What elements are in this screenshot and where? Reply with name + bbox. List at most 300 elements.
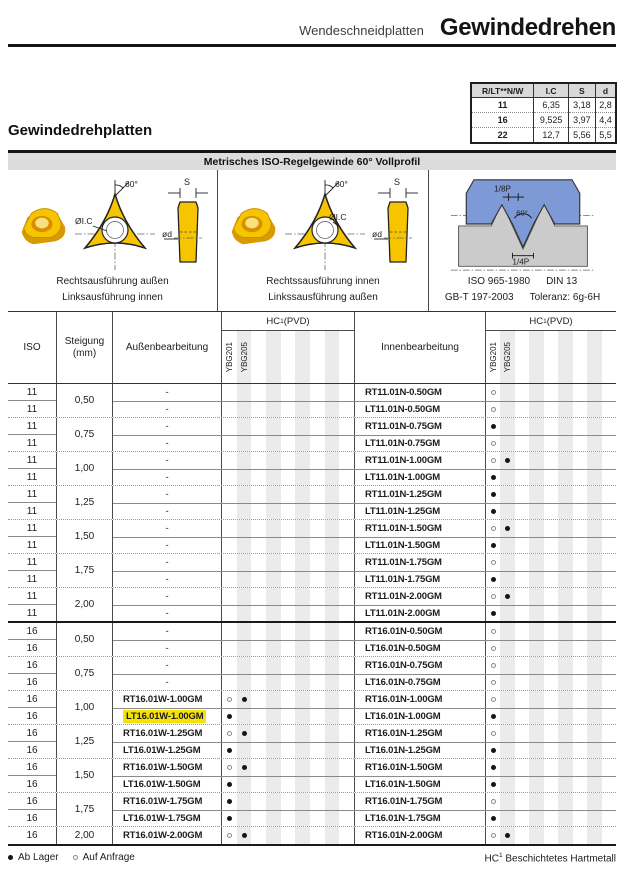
grade-slot	[310, 470, 325, 486]
grade-slot	[310, 759, 325, 776]
grade-slot	[339, 657, 354, 674]
table-row	[113, 520, 616, 537]
standard-iso: ISO 965-1980	[467, 276, 531, 287]
grade-slot	[281, 538, 296, 554]
grade-slot	[222, 743, 237, 759]
grade-slot	[266, 520, 281, 537]
grade-slot	[544, 657, 558, 674]
svg-text:60°: 60°	[124, 178, 138, 189]
table-row	[113, 571, 616, 588]
outer-part-cell	[113, 777, 222, 793]
grade-slot	[529, 504, 543, 520]
inner-part-number: LT16.01N-0.50GM	[365, 642, 441, 654]
table-row	[113, 793, 616, 810]
grade-slot	[573, 486, 587, 503]
grade-slot	[266, 436, 281, 452]
grade-slot	[500, 572, 514, 588]
availability-dots	[222, 641, 355, 657]
col-header-iso: ISO	[8, 312, 57, 383]
group-rows	[113, 827, 616, 844]
outer-part-cell	[113, 384, 222, 401]
col-header: d	[595, 83, 616, 98]
grade-slot	[295, 777, 310, 793]
grade-slot	[558, 520, 572, 537]
grade-slot	[222, 657, 237, 674]
grade-slot	[251, 606, 266, 622]
grade-slot	[281, 606, 296, 622]
inner-part-cell	[355, 759, 486, 776]
grade-slot	[544, 827, 558, 844]
grade-slot	[515, 793, 529, 810]
inner-part-number: LT16.01N-1.75GM	[365, 812, 441, 824]
grade-slot	[529, 777, 543, 793]
grade-slot	[222, 504, 237, 520]
table-row	[113, 691, 616, 708]
grade-slot	[339, 675, 354, 691]
availability-dots	[486, 538, 616, 554]
grade-slot	[573, 827, 587, 844]
outer-part-cell	[113, 641, 222, 657]
svg-text:S: S	[394, 176, 401, 187]
outer-part-cell	[113, 470, 222, 486]
in-stock-dot	[491, 748, 496, 753]
grade-slot	[486, 675, 500, 691]
grade-slot	[266, 504, 281, 520]
table-row	[113, 708, 616, 725]
size-value: 16	[471, 113, 534, 128]
grade-slot	[486, 657, 500, 674]
in-stock-dot	[505, 594, 510, 599]
steigung-group	[8, 691, 616, 725]
grade-slot	[500, 675, 514, 691]
iso-value: 16	[8, 639, 56, 656]
iso-value: 16	[26, 761, 38, 773]
grade-slot	[515, 743, 529, 759]
grade-slot	[558, 504, 572, 520]
steigung-value: 1,75	[57, 554, 113, 587]
grade-slot	[222, 538, 237, 554]
grade-slot	[573, 691, 587, 708]
grade-slot	[251, 538, 266, 554]
iso-value: 16	[26, 659, 38, 671]
grade-slot	[558, 623, 572, 640]
iso-value: 11	[8, 400, 56, 417]
availability-dots	[222, 384, 355, 401]
inner-part-cell	[355, 691, 486, 708]
in-stock-dot	[227, 816, 232, 821]
steigung-group	[8, 452, 616, 486]
grade-slot	[310, 520, 325, 537]
table-row	[113, 435, 616, 452]
grade-slot	[339, 504, 354, 520]
in-stock-dot	[242, 731, 247, 736]
d-value: 5,5	[595, 128, 616, 144]
grade-slot	[251, 793, 266, 810]
grade-slot	[237, 811, 252, 827]
table-row	[113, 657, 616, 674]
grade-slot	[251, 588, 266, 605]
grade-slot	[310, 606, 325, 622]
s-value: 5,56	[568, 128, 595, 144]
availability-dots	[222, 418, 355, 435]
inner-part-number: RT11.01N-1.75GM	[365, 556, 442, 568]
grade-slot	[515, 811, 529, 827]
grade-slot	[237, 606, 252, 622]
grade-slot	[515, 709, 529, 725]
outer-part-cell	[113, 827, 222, 844]
availability-dots	[486, 504, 616, 520]
inner-part-number: RT16.01N-0.75GM	[365, 659, 443, 671]
grade-slot	[325, 641, 340, 657]
availability-dots	[486, 402, 616, 418]
grade-slot	[515, 436, 529, 452]
insert-front-view-drawing	[283, 176, 367, 272]
grade-slot	[515, 675, 529, 691]
grade-slot	[486, 384, 500, 401]
grade-slot	[251, 657, 266, 674]
grade-slot	[529, 743, 543, 759]
grade-slot	[281, 504, 296, 520]
grade-slot	[544, 554, 558, 571]
grade-slot	[544, 691, 558, 708]
svg-text:60°: 60°	[335, 178, 348, 189]
grade-slot	[544, 436, 558, 452]
grade-slot	[529, 725, 543, 742]
on-request-dot	[491, 697, 496, 702]
svg-text:S: S	[183, 176, 190, 187]
outer-part-cell	[113, 418, 222, 435]
grade-slot	[266, 709, 281, 725]
grade-slot	[237, 538, 252, 554]
steigung-group	[8, 588, 616, 623]
grade-slot	[325, 743, 340, 759]
grade-slot	[266, 452, 281, 469]
iso-column	[8, 623, 57, 656]
outer-part-number: -	[165, 386, 169, 398]
grade-slot	[602, 657, 616, 674]
grade-slot	[544, 793, 558, 810]
table-row	[113, 623, 616, 640]
insert-side-view-drawing	[372, 176, 422, 272]
grade-slot	[500, 452, 514, 469]
grade-slot	[310, 777, 325, 793]
grade-slot	[515, 657, 529, 674]
grade-slot	[281, 418, 296, 435]
steigung-group	[8, 725, 616, 759]
grade-slot	[558, 331, 572, 383]
iso-value: 16	[26, 625, 38, 637]
group-rows	[113, 486, 616, 519]
grade-slot	[281, 436, 296, 452]
grade-slot	[515, 384, 529, 401]
iso-value: 16	[8, 775, 56, 792]
grade-slot	[251, 641, 266, 657]
grade-slot	[295, 725, 310, 742]
grade-slot	[602, 641, 616, 657]
iso-column	[8, 759, 57, 792]
grade-slot	[529, 709, 543, 725]
grade-slot	[266, 827, 281, 844]
grade-slot	[251, 725, 266, 742]
grade-slot	[339, 384, 354, 401]
grade-slot	[281, 623, 296, 640]
grade-slot	[558, 418, 572, 435]
grade-slot	[281, 709, 296, 725]
grade-slot	[266, 470, 281, 486]
availability-dots	[222, 759, 355, 776]
grade-slot	[573, 538, 587, 554]
grade-slot	[325, 777, 340, 793]
grade-slot	[558, 538, 572, 554]
outer-part-number: LT16.01W-1.25GM	[123, 744, 201, 756]
grade-slot	[295, 520, 310, 537]
grade-slot	[266, 588, 281, 605]
grade-slot	[281, 743, 296, 759]
grade-slot	[573, 504, 587, 520]
grade-slot	[266, 418, 281, 435]
grade-slot	[339, 641, 354, 657]
inner-part-number: LT11.01N-0.75GM	[365, 437, 440, 449]
grade-slot	[281, 777, 296, 793]
steigung-value: 1,00	[57, 452, 113, 485]
iso-column	[8, 384, 57, 417]
grade-slot	[544, 402, 558, 418]
grade-slot	[222, 520, 237, 537]
grade-slot	[515, 827, 529, 844]
inner-part-number: RT11.01N-1.50GM	[365, 522, 442, 534]
steigung-label: Steigung	[64, 335, 105, 347]
grade-slot	[325, 436, 340, 452]
grade-slot	[558, 486, 572, 503]
grade-slot	[500, 777, 514, 793]
steigung-group	[8, 657, 616, 691]
grade-slot	[266, 384, 281, 401]
grade-slot	[558, 572, 572, 588]
grade-slot	[251, 709, 266, 725]
steigung-group	[8, 486, 616, 520]
in-stock-dot	[505, 526, 510, 531]
in-stock-dot	[491, 475, 496, 480]
grade-slot	[325, 606, 340, 622]
internal-insert-captions	[218, 274, 428, 311]
grade-slot	[500, 759, 514, 776]
group-rows	[113, 452, 616, 485]
availability-dots	[222, 436, 355, 452]
group-rows	[113, 384, 616, 417]
availability-dots	[486, 641, 616, 657]
grade-slot	[251, 452, 266, 469]
grade-slot	[339, 709, 354, 725]
grade-slot	[295, 709, 310, 725]
grade-slot	[310, 384, 325, 401]
table-row	[113, 725, 616, 742]
steigung-value: 1,50	[57, 759, 113, 792]
iso-value: 11	[26, 386, 38, 398]
grade-slot	[573, 623, 587, 640]
grade-slot	[573, 402, 587, 418]
grade-slot	[529, 793, 543, 810]
inner-part-cell	[355, 725, 486, 742]
inner-part-number: RT11.01N-1.00GM	[365, 454, 442, 466]
grade-slot	[266, 691, 281, 708]
grade-slot	[222, 811, 237, 827]
steigung-group	[8, 554, 616, 588]
inner-part-cell	[355, 606, 486, 622]
grade-slot	[486, 504, 500, 520]
insert-front-view-drawing	[73, 176, 157, 272]
grade-slot	[486, 709, 500, 725]
iso-column	[8, 827, 57, 844]
grade-slot	[295, 486, 310, 503]
grade-slot	[281, 520, 296, 537]
on-request-dot	[491, 560, 496, 565]
grade-slot	[295, 436, 310, 452]
iso-value: 16	[8, 673, 56, 690]
grade-slot	[281, 554, 296, 571]
header-rule	[8, 44, 616, 47]
outer-part-cell	[113, 572, 222, 588]
grade-slot	[310, 743, 325, 759]
grade-slot	[500, 641, 514, 657]
grade-slot	[544, 759, 558, 776]
grade-slot	[529, 588, 543, 605]
inner-part-number: RT16.01N-0.50GM	[365, 625, 443, 637]
grade-slot	[251, 623, 266, 640]
grade-slot	[500, 504, 514, 520]
grade-slot	[310, 725, 325, 742]
grade-slot	[500, 793, 514, 810]
grade-slot	[544, 418, 558, 435]
grade-slot	[295, 588, 310, 605]
grade-slot	[310, 657, 325, 674]
grade-slot	[486, 725, 500, 742]
grade-slot	[295, 606, 310, 622]
thread-standard-captions	[429, 274, 616, 311]
table-row	[113, 503, 616, 520]
grade-slot	[237, 641, 252, 657]
grade-slot	[573, 759, 587, 776]
grade-slot	[222, 691, 237, 708]
standard-tolerance: Toleranz: 6g-6H	[529, 292, 601, 303]
grade-slot	[529, 759, 543, 776]
availability-dots	[486, 554, 616, 571]
outer-part-number: -	[165, 590, 169, 602]
grade-slot	[251, 572, 266, 588]
grade-slot	[573, 572, 587, 588]
availability-dots	[222, 657, 355, 674]
grade-slot	[281, 486, 296, 503]
grade-slot	[573, 418, 587, 435]
table-row	[113, 605, 616, 622]
grade-slot	[486, 418, 500, 435]
grade-slot	[500, 657, 514, 674]
outer-part-number: -	[165, 556, 169, 568]
outer-part-number: -	[165, 505, 169, 517]
grade-slot	[515, 520, 529, 537]
grade-slot	[486, 436, 500, 452]
grade-slot	[251, 520, 266, 537]
footnote-text: Beschichtetes Hartmetall	[502, 852, 616, 864]
availability-dots	[222, 470, 355, 486]
grade-slot	[558, 384, 572, 401]
grade-slot	[339, 588, 354, 605]
availability-dots	[486, 811, 616, 827]
grade-slot	[587, 606, 601, 622]
hc-footnote-marker: 1	[280, 317, 284, 325]
grade-slot	[281, 793, 296, 810]
grade-slot	[310, 402, 325, 418]
legend-in-stock	[8, 852, 59, 864]
iso-column	[8, 418, 57, 451]
table-row	[113, 537, 616, 554]
grade-slot	[587, 793, 601, 810]
inner-part-number: RT11.01N-2.00GM	[365, 590, 442, 602]
grade-slot	[529, 470, 543, 486]
grade-slot	[325, 675, 340, 691]
ic-value: 12,7	[534, 128, 568, 144]
grade-slot	[602, 520, 616, 537]
iso-column	[8, 793, 57, 826]
standard-gbt: GB-T 197-2003	[444, 292, 514, 303]
iso-value: 11	[8, 434, 56, 451]
grade-slot	[281, 691, 296, 708]
grade-slot	[573, 641, 587, 657]
outer-part-cell	[113, 709, 222, 725]
col-header: R/LT**N/W	[471, 83, 534, 98]
caption-line: Linksausführung innen	[62, 292, 163, 303]
outer-part-number: -	[165, 607, 169, 619]
grade-slot	[558, 759, 572, 776]
table-row	[471, 128, 616, 144]
grade-slot	[486, 827, 500, 844]
on-request-dot	[491, 731, 496, 736]
grade-slot	[602, 554, 616, 571]
grade-slot	[529, 452, 543, 469]
grade-slot	[544, 725, 558, 742]
grade-slot	[544, 572, 558, 588]
iso-value: 11	[8, 536, 56, 553]
grade-slot	[486, 811, 500, 827]
svg-text:ØI.C: ØI.C	[74, 215, 92, 226]
grade-slot	[266, 675, 281, 691]
grade-slot	[558, 725, 572, 742]
availability-dots	[486, 418, 616, 435]
inner-part-cell	[355, 709, 486, 725]
outer-part-cell	[113, 520, 222, 537]
in-stock-dot	[242, 697, 247, 702]
steigung-value: 0,75	[57, 418, 113, 451]
grade-slot	[339, 538, 354, 554]
grade-slot	[529, 486, 543, 503]
availability-dots	[486, 606, 616, 622]
iso-column	[8, 725, 57, 758]
in-stock-dot	[491, 492, 496, 497]
col-header-steigung	[57, 312, 113, 383]
grade-slot	[529, 572, 543, 588]
outer-part-cell	[113, 743, 222, 759]
grade-slot	[544, 470, 558, 486]
table-row	[113, 674, 616, 691]
svg-text:ØI.C: ØI.C	[329, 211, 347, 222]
grade-slot	[573, 588, 587, 605]
grade-slot	[529, 606, 543, 622]
grade-slot	[222, 384, 237, 401]
grade-slot	[339, 827, 354, 844]
grade-slot	[237, 657, 252, 674]
hc-label: HC	[266, 315, 281, 327]
grade-slot	[486, 759, 500, 776]
grade-slot	[222, 436, 237, 452]
